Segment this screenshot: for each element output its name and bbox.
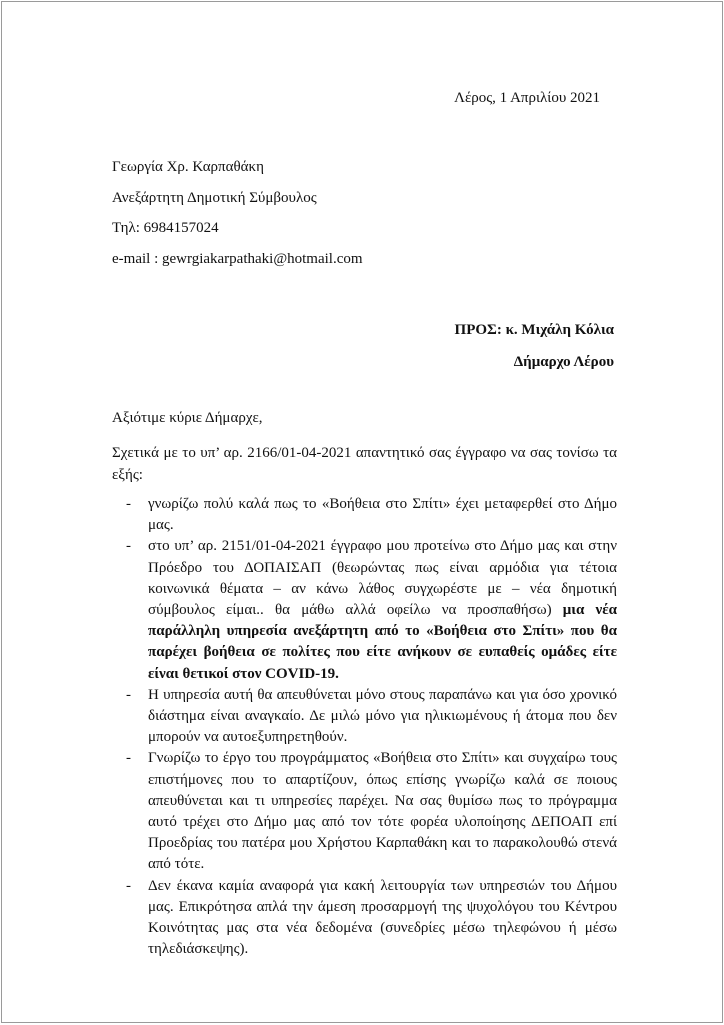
list-item-text: στο υπ’ αρ. 2151/01-04-2021 έγγραφο μου προτείνω στο Δήμο μας και στην Πρόεδρο του ΔΟΠΑΙΣΑΠ (θεωρώντας πως είναι αρμόδια για τέτοια κοινωνικά θέματα – αν κάνω λάθος συγχωρέστε με – νέα δημοτική σύμβουλος είμαι.. θα μάθω αλλά οφείλω να προσπαθήσω) [148,538,617,619]
list-item [112,494,617,536]
list-dash: - [126,538,131,555]
list-dash: - [126,877,131,894]
list-item [112,685,617,749]
recipient-block [455,314,614,378]
list-dash: - [126,750,131,767]
list-item-text: Γνωρίζω το έργο του προγράμματος «Βοήθεια στο Σπίτι» και συγχαίρω τους επιστήμονες που το απαρτίζουν, όπως επίσης γνωρίζω καλά σε ποιους απευθύνεται και τι υπηρεσίες παρέχει. Να σας θυμίσω πως το πρόγραμμα αυτό τρέχει στο Δήμο μας από τον τότε φορέα υλοποίησης ΔΕΠΟΑΠ επί Προεδρίας του πατέρα μου Χρήστου Καρπαθάκη και το παρακολουθώ στενά από τότε. [148,750,617,873]
points-list [112,494,617,960]
sender-phone: Τηλ: 6984157024 [112,220,219,236]
sender-role: Ανεξάρτητη Δημοτική Σύμβουλος [112,189,317,206]
list-item [112,748,617,875]
list-item [112,876,617,961]
sender-email: e-mail : gewrgiakarpathaki@hotmail.com [112,250,363,267]
intro-paragraph: Σχετικά με το υπ’ αρ. 2166/01-04-2021 απαντητικό σας έγγραφο να σας τονίσω τα εξής: [112,445,617,483]
list-item-text: Δεν έκανα καμία αναφορά για κακή λειτουργία των υπηρεσιών του Δήμου μας. Επικρότησα απλά την άμεση προσαρμογή της ψυχολόγου του Κέντρου Κοινότητας μας στα νέα δεδομένα (συνεδρίες μέσω τηλεφώνου ή μέσω τηλεδιάσκεψης). [148,877,617,958]
recipient-to: ΠΡΟΣ: κ. Μιχάλη Κόλια [454,322,614,338]
list-item-text: Η υπηρεσία αυτή θα απευθύνεται μόνο στους παραπάνω και για όσο χρονικό διάστημα είναι αναγκαίο. Δε μιλώ μόνο για ηλικιωμένους ή άτομα που δεν μπορούν να αυτοεξυπηρετηθούν. [148,686,617,746]
sender-block [112,152,363,274]
sender-name: Γεωργία Χρ. Καρπαθάκη [112,159,264,175]
recipient-title: Δήμαρχο Λέρου [513,354,614,370]
greeting: Αξιότιμε κύριε Δήμαρχε, [112,410,263,426]
list-dash: - [126,686,131,703]
letter-date: Λέρος, 1 Απριλίου 2021 [454,90,600,106]
list-item [112,536,617,684]
list-dash: - [126,496,131,512]
letter-page [1,1,723,1023]
list-item-text: γνωρίζω πολύ καλά πως το «Βοήθεια στο Σπίτι» έχει μεταφερθεί στο Δήμο μας. [148,496,617,534]
list-item-bold-text: μια νέα παράλληλη υπηρεσία ανεξάρτητη από το «Βοήθεια στο Σπίτι» που θα παρέχει βοήθεια σε πολίτες που είτε ανήκουν σε ευπαθείς ομάδες είτε είναι θετικοί στον COVID-19. [148,602,618,682]
